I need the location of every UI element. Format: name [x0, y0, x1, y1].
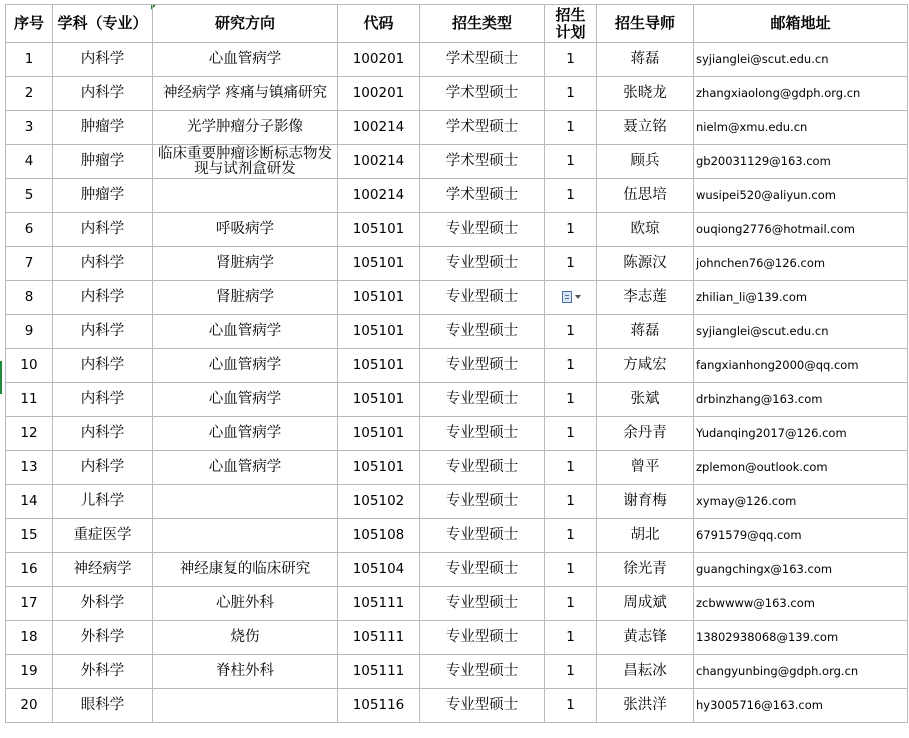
cell-subject[interactable]: 肿瘤学 [53, 145, 153, 179]
cell-direction[interactable]: 心血管病学 [153, 451, 338, 485]
cell-direction[interactable]: 神经康复的临床研究 [153, 553, 338, 587]
cell-code[interactable]: 100201 [338, 43, 420, 77]
cell-type[interactable]: 专业型硕士 [420, 315, 545, 349]
cell-idx[interactable]: 16 [6, 553, 53, 587]
table-row [6, 519, 908, 553]
cell-idx[interactable]: 1 [6, 43, 53, 77]
header-direction[interactable]: 研究方向 [153, 5, 338, 43]
cell-direction[interactable]: 心血管病学 [153, 315, 338, 349]
table-row [6, 451, 908, 485]
table-row [6, 247, 908, 281]
cell-type[interactable]: 专业型硕士 [420, 451, 545, 485]
cell-idx[interactable]: 20 [6, 689, 53, 723]
cell-direction[interactable] [153, 179, 338, 213]
cell-email[interactable]: johnchen76@126.com [694, 247, 908, 281]
cell-type[interactable]: 学术型硕士 [420, 77, 545, 111]
table-row [6, 485, 908, 519]
cell-subject[interactable]: 内科学 [53, 247, 153, 281]
cell-idx[interactable]: 10 [6, 349, 53, 383]
header-tutor[interactable]: 招生导师 [597, 5, 694, 43]
cell-type[interactable]: 专业型硕士 [420, 383, 545, 417]
cell-subject[interactable]: 内科学 [53, 349, 153, 383]
cell-idx[interactable]: 5 [6, 179, 53, 213]
cell-code[interactable]: 105111 [338, 621, 420, 655]
cell-direction[interactable]: 心血管病学 [153, 349, 338, 383]
cell-plan[interactable]: 1 [545, 315, 597, 349]
cell-email[interactable]: syjianglei@scut.edu.cn [694, 315, 908, 349]
cell-tutor[interactable]: 昌耘冰 [597, 655, 694, 689]
cell-code[interactable]: 100201 [338, 77, 420, 111]
table-row [6, 587, 908, 621]
cell-type[interactable]: 学术型硕士 [420, 179, 545, 213]
cell-plan[interactable]: 1 [545, 689, 597, 723]
cell-plan[interactable]: 1 [545, 145, 597, 179]
cell-email[interactable]: wusipei520@aliyun.com [694, 179, 908, 213]
table-row [6, 315, 908, 349]
cell-code[interactable]: 105101 [338, 451, 420, 485]
table-row [6, 213, 908, 247]
cell-plan[interactable]: 1 [545, 451, 597, 485]
cell-code[interactable]: 105111 [338, 655, 420, 689]
cell-direction[interactable]: 心血管病学 [153, 417, 338, 451]
table-row [6, 417, 908, 451]
cell-direction[interactable]: 心脏外科 [153, 587, 338, 621]
cell-direction[interactable] [153, 485, 338, 519]
cell-tutor[interactable]: 蒋磊 [597, 43, 694, 77]
cell-idx[interactable]: 12 [6, 417, 53, 451]
cell-type[interactable]: 学术型硕士 [420, 145, 545, 179]
table-row [6, 77, 908, 111]
cell-idx[interactable]: 4 [6, 145, 53, 179]
cell-tutor[interactable]: 曾平 [597, 451, 694, 485]
cell-idx[interactable]: 6 [6, 213, 53, 247]
cell-email[interactable]: zhilian_li@139.com [694, 281, 908, 315]
cell-subject[interactable]: 内科学 [53, 43, 153, 77]
cell-plan[interactable]: 1 [545, 77, 597, 111]
cell-plan[interactable]: 1 [545, 349, 597, 383]
cell-code[interactable]: 105101 [338, 213, 420, 247]
cell-tutor[interactable]: 黄志锋 [597, 621, 694, 655]
cell-plan[interactable]: 1 [545, 519, 597, 553]
header-plan[interactable] [545, 5, 597, 43]
cell-plan[interactable]: 1 [545, 111, 597, 145]
cell-type[interactable]: 专业型硕士 [420, 553, 545, 587]
cell-tutor[interactable]: 方咸宏 [597, 349, 694, 383]
cell-plan[interactable]: 1 [545, 621, 597, 655]
cell-subject[interactable]: 内科学 [53, 281, 153, 315]
cell-subject[interactable]: 儿科学 [53, 485, 153, 519]
cell-subject[interactable]: 肿瘤学 [53, 111, 153, 145]
header-code[interactable]: 代码 [338, 5, 420, 43]
cell-direction[interactable]: 临床重要肿瘤诊断标志物发现与试剂盒研发 [153, 145, 338, 179]
cell-email[interactable]: zhangxiaolong@gdph.org.cn [694, 77, 908, 111]
cell-email[interactable]: 6791579@qq.com [694, 519, 908, 553]
cell-idx[interactable]: 18 [6, 621, 53, 655]
cell-direction[interactable]: 肾脏病学 [153, 281, 338, 315]
cell-tutor[interactable]: 李志莲 [597, 281, 694, 315]
cell-plan[interactable]: 1 [545, 417, 597, 451]
header-plan-line1: 招生 [555, 5, 586, 24]
cell-tutor[interactable]: 欧琼 [597, 213, 694, 247]
cell-subject[interactable]: 外科学 [53, 587, 153, 621]
cell-type[interactable]: 专业型硕士 [420, 247, 545, 281]
cell-type[interactable]: 专业型硕士 [420, 349, 545, 383]
cell-email[interactable]: 13802938068@139.com [694, 621, 908, 655]
cell-code[interactable]: 105116 [338, 689, 420, 723]
paste-options-icon[interactable] [560, 290, 582, 304]
cell-code[interactable]: 105101 [338, 247, 420, 281]
cell-subject[interactable]: 内科学 [53, 417, 153, 451]
cell-plan[interactable]: 1 [545, 587, 597, 621]
cell-email[interactable]: hy3005716@163.com [694, 689, 908, 723]
cell-plan[interactable]: 1 [545, 655, 597, 689]
cell-type[interactable]: 专业型硕士 [420, 417, 545, 451]
cell-plan[interactable]: 1 [545, 213, 597, 247]
cell-code[interactable]: 105101 [338, 281, 420, 315]
cell-code[interactable]: 100214 [338, 179, 420, 213]
cell-code[interactable]: 105101 [338, 349, 420, 383]
cell-email[interactable]: Yudanqing2017@126.com [694, 417, 908, 451]
cell-idx[interactable]: 13 [6, 451, 53, 485]
cell-plan[interactable]: 1 [545, 179, 597, 213]
cell-plan[interactable]: 1 [545, 247, 597, 281]
cell-idx[interactable]: 8 [6, 281, 53, 315]
cell-code[interactable]: 105101 [338, 315, 420, 349]
cell-type[interactable]: 学术型硕士 [420, 111, 545, 145]
cell-email[interactable]: zcbwwww@163.com [694, 587, 908, 621]
cell-tutor[interactable]: 蒋磊 [597, 315, 694, 349]
cell-idx[interactable]: 11 [6, 383, 53, 417]
cell-direction[interactable]: 光学肿瘤分子影像 [153, 111, 338, 145]
cell-subject[interactable]: 内科学 [53, 77, 153, 111]
table-row [6, 43, 908, 77]
header-row [6, 5, 908, 43]
cell-type[interactable]: 专业型硕士 [420, 519, 545, 553]
cell-code[interactable]: 105111 [338, 587, 420, 621]
admissions-table [5, 4, 908, 723]
cell-email[interactable]: syjianglei@scut.edu.cn [694, 43, 908, 77]
table-row [6, 553, 908, 587]
cell-tutor[interactable]: 张斌 [597, 383, 694, 417]
cell-direction[interactable]: 烧伤 [153, 621, 338, 655]
cell-tutor[interactable]: 伍思培 [597, 179, 694, 213]
cell-plan[interactable] [545, 281, 597, 315]
cell-idx[interactable]: 17 [6, 587, 53, 621]
table-row [6, 281, 908, 315]
cell-subject[interactable]: 重症医学 [53, 519, 153, 553]
header-subject[interactable]: 学科（专业） [53, 5, 153, 43]
cell-code[interactable]: 105108 [338, 519, 420, 553]
cell-direction[interactable] [153, 689, 338, 723]
cell-idx[interactable]: 3 [6, 111, 53, 145]
cell-subject[interactable]: 外科学 [53, 655, 153, 689]
cell-idx[interactable]: 19 [6, 655, 53, 689]
cell-idx[interactable]: 14 [6, 485, 53, 519]
table-row [6, 655, 908, 689]
cell-email[interactable]: xymay@126.com [694, 485, 908, 519]
cell-direction[interactable]: 心血管病学 [153, 383, 338, 417]
cell-type[interactable]: 专业型硕士 [420, 281, 545, 315]
cell-type[interactable]: 专业型硕士 [420, 587, 545, 621]
cell-plan[interactable]: 1 [545, 43, 597, 77]
cell-subject[interactable]: 外科学 [53, 621, 153, 655]
cell-tutor[interactable]: 聂立铭 [597, 111, 694, 145]
cell-type[interactable]: 专业型硕士 [420, 655, 545, 689]
cell-subject[interactable]: 内科学 [53, 383, 153, 417]
header-type[interactable]: 招生类型 [420, 5, 545, 43]
cell-code[interactable]: 100214 [338, 145, 420, 179]
cell-type[interactable]: 专业型硕士 [420, 689, 545, 723]
cell-code[interactable]: 105104 [338, 553, 420, 587]
cell-subject[interactable]: 肿瘤学 [53, 179, 153, 213]
cell-email[interactable]: fangxianhong2000@qq.com [694, 349, 908, 383]
cell-type[interactable]: 专业型硕士 [420, 213, 545, 247]
cell-email[interactable]: drbinzhang@163.com [694, 383, 908, 417]
table-row [6, 111, 908, 145]
cell-direction[interactable]: 呼吸病学 [153, 213, 338, 247]
cell-tutor[interactable]: 谢育梅 [597, 485, 694, 519]
cell-direction[interactable]: 肾脏病学 [153, 247, 338, 281]
cell-subject[interactable]: 内科学 [53, 451, 153, 485]
active-row-marker [0, 361, 2, 394]
table-row [6, 689, 908, 723]
table-row [6, 621, 908, 655]
cell-email[interactable]: ouqiong2776@hotmail.com [694, 213, 908, 247]
cell-direction[interactable]: 脊柱外科 [153, 655, 338, 689]
cell-plan[interactable]: 1 [545, 553, 597, 587]
table-row [6, 349, 908, 383]
cell-tutor[interactable]: 陈源汉 [597, 247, 694, 281]
cell-code[interactable]: 100214 [338, 111, 420, 145]
cell-subject[interactable]: 内科学 [53, 213, 153, 247]
cell-tutor[interactable]: 顾兵 [597, 145, 694, 179]
cell-type[interactable]: 专业型硕士 [420, 621, 545, 655]
cell-direction[interactable]: 神经病学 疼痛与镇痛研究 [153, 77, 338, 111]
cell-email[interactable]: changyunbing@gdph.org.cn [694, 655, 908, 689]
cell-tutor[interactable]: 徐光青 [597, 553, 694, 587]
cell-email[interactable]: nielm@xmu.edu.cn [694, 111, 908, 145]
cell-plan[interactable]: 1 [545, 485, 597, 519]
cell-idx[interactable]: 15 [6, 519, 53, 553]
table-body [6, 43, 908, 723]
table-row [6, 145, 908, 179]
table-row [6, 179, 908, 213]
cell-subject[interactable]: 眼科学 [53, 689, 153, 723]
cell-type[interactable]: 学术型硕士 [420, 43, 545, 77]
cell-subject[interactable]: 神经病学 [53, 553, 153, 587]
cell-type[interactable]: 专业型硕士 [420, 485, 545, 519]
cell-email[interactable]: guangchingx@163.com [694, 553, 908, 587]
header-idx[interactable]: 序号 [6, 5, 53, 43]
cell-email[interactable]: zplemon@outlook.com [694, 451, 908, 485]
cell-direction[interactable] [153, 519, 338, 553]
header-email[interactable]: 邮箱地址 [694, 5, 908, 43]
cell-tutor[interactable]: 张晓龙 [597, 77, 694, 111]
cell-tutor[interactable]: 周成斌 [597, 587, 694, 621]
cell-direction[interactable]: 心血管病学 [153, 43, 338, 77]
cell-code[interactable]: 105101 [338, 383, 420, 417]
table-row [6, 383, 908, 417]
header-plan-line2: 计划 [555, 22, 586, 41]
cell-email[interactable]: gb20031129@163.com [694, 145, 908, 179]
cell-code[interactable]: 105102 [338, 485, 420, 519]
cell-code[interactable]: 105101 [338, 417, 420, 451]
cell-tutor[interactable]: 余丹青 [597, 417, 694, 451]
cell-idx[interactable]: 9 [6, 315, 53, 349]
cell-plan[interactable]: 1 [545, 383, 597, 417]
cell-tutor[interactable]: 胡北 [597, 519, 694, 553]
cell-subject[interactable]: 内科学 [53, 315, 153, 349]
cell-idx[interactable]: 7 [6, 247, 53, 281]
cell-tutor[interactable]: 张洪洋 [597, 689, 694, 723]
cell-idx[interactable]: 2 [6, 77, 53, 111]
